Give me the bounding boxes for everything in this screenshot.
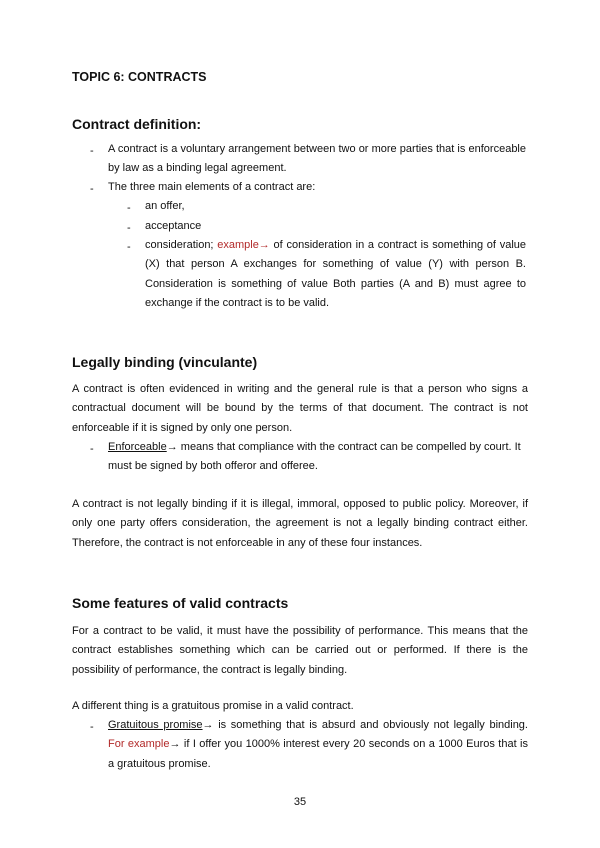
page-number: 35 (293, 796, 307, 808)
consideration-text: of consideration in a contract is something of value (X) that person A exchanges for something of value (Y) with person B. Consideration is something of value Both parties (A and B) must agree to exchange if the contract is to be valid. (145, 239, 526, 309)
sub-bullet-dash: - (127, 241, 131, 253)
sub-bullet-dash: - (127, 202, 131, 214)
section-heading-contract-definition: Contract definition: (72, 116, 202, 132)
section-heading-legally-binding: Legally binding (vinculante) (72, 354, 258, 370)
paragraph-legally-binding: A contract is often evidenced in writing and the general rule is that a person who signs a contractual document will be bound by the terms of that document. The contract is not enforceable if it is signed by only one person. (72, 383, 528, 434)
section-heading-valid-contracts: Some features of valid contracts (72, 595, 289, 611)
bullet-dash: - (90, 183, 94, 195)
bullet-dash: - (90, 443, 94, 455)
bullet-dash: - (90, 721, 94, 733)
bullet-gratuitous-promise (108, 716, 528, 774)
term-gratuitous-promise: Gratuitous promise (108, 719, 203, 731)
topic-title: TOPIC 6: CONTRACTS (72, 70, 207, 84)
consideration-label: consideration; (145, 239, 218, 251)
enforceable-definition: → means that compliance with the contract can be compelled by court. It must be signed by both offeror and offeree. (108, 441, 521, 473)
gratuitous-example: → if I offer you 1000% interest every 20 seconds on a 1000 Euros that is a gratuitous promise. (108, 738, 528, 770)
element-acceptance: acceptance (145, 220, 202, 232)
bullet-dash: - (90, 145, 94, 157)
element-consideration (145, 236, 526, 313)
gratuitous-definition: → is something that is absurd and obviously not legally binding. (202, 719, 528, 731)
sub-bullet-dash: - (127, 222, 131, 234)
paragraph-performance: For a contract to be valid, it must have the possibility of performance. This means that the contract establishes something which can be carried out or performed. If there is the possibility of performance, the contract is legally binding. (72, 625, 528, 676)
paragraph-not-binding: A contract is not legally binding if it is illegal, immoral, opposed to public policy. Moreover, if only one party offers consideration, the agreement is not a legally binding contract either. Therefore, the contract is not enforceable in any of these four instances. (72, 498, 528, 549)
example-marker: example→ (217, 239, 270, 251)
element-offer: an offer, (145, 200, 185, 212)
bullet-three-elements: The three main elements of a contract are: (108, 181, 316, 193)
paragraph-gratuitous-intro: A different thing is a gratuitous promise in a valid contract. (72, 700, 354, 712)
for-example-marker: For example (108, 738, 170, 751)
term-enforceable: Enforceable (108, 441, 167, 453)
bullet-enforceable (108, 438, 528, 477)
bullet-contract-definition: A contract is a voluntary arrangement between two or more parties that is enforceable by law as a binding legal agreement. (108, 143, 526, 175)
